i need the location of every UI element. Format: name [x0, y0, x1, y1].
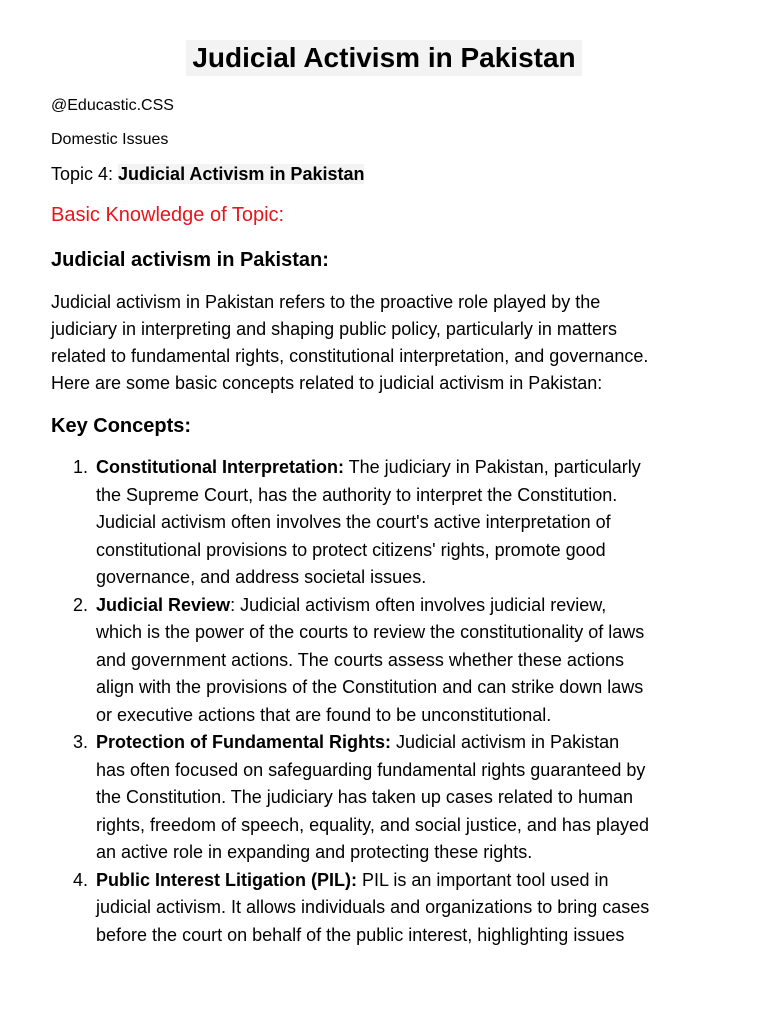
concept-item [51, 729, 731, 867]
concept-text-line: and government actions. The courts assess whether these actions [96, 649, 624, 670]
topic-name: Judicial Activism in Pakistan [118, 164, 365, 184]
concept-number: 3. [73, 732, 89, 752]
intro-line: related to fundamental rights, constitutional interpretation, and governance. [51, 346, 649, 366]
concept-item [51, 867, 731, 950]
concept-item [51, 454, 731, 592]
concept-term: Constitutional Interpretation: [96, 457, 344, 477]
concept-text-line: constitutional provisions to protect citizens' rights, promote good [96, 539, 606, 560]
title-container [0, 40, 768, 76]
concept-text-line: rights, freedom of speech, equality, and social justice, and has played [96, 814, 649, 835]
concept-text-line: before the court on behalf of the public interest, highlighting issues [96, 924, 625, 945]
concept-text-line: align with the provisions of the Constitution and can strike down laws [96, 677, 644, 697]
concept-number: 4. [73, 869, 89, 890]
concept-number: 1. [73, 457, 89, 477]
intro-paragraph [51, 289, 731, 397]
concept-text-line: which is the power of the courts to review the constitutionality of laws [96, 622, 645, 642]
basic-knowledge-heading: Basic Knowledge of Topic: [51, 204, 285, 226]
intro-line: Judicial activism in Pakistan refers to the proactive role played by the [51, 292, 601, 312]
intro-line: Here are some basic concepts related to judicial activism in Pakistan: [51, 373, 603, 393]
concept-text-line: : Judicial activism often involves judicial review, [230, 594, 607, 615]
concept-text-line: the Supreme Court, has the authority to interpret the Constitution. [96, 484, 618, 505]
subsection-heading: Judicial activism in Pakistan: [51, 249, 329, 271]
key-concepts-heading: Key Concepts: [51, 415, 192, 437]
concept-text-line: Judicial activism often involves the court's active interpretation of [96, 512, 611, 532]
concepts-list [51, 454, 731, 949]
author-handle: @Educastic.CSS [51, 97, 174, 114]
concept-text-line: has often focused on safeguarding fundamental rights guaranteed by [96, 759, 646, 780]
concept-text-line: an active role in expanding and protecting these rights. [96, 842, 533, 862]
concept-item [51, 592, 731, 730]
concept-term: Judicial Review [96, 594, 231, 615]
page-title: Judicial Activism in Pakistan [186, 40, 581, 76]
concept-text-line: PIL is an important tool used in [357, 869, 609, 890]
topic-prefix: Topic 4: [51, 164, 119, 184]
category-label: Domestic Issues [51, 131, 169, 148]
concept-text-line: the Constitution. The judiciary has taken up cases related to human [96, 787, 633, 807]
concept-term: Protection of Fundamental Rights: [96, 732, 391, 752]
concept-term: Public Interest Litigation (PIL): [96, 869, 357, 890]
concept-number: 2. [73, 594, 89, 615]
concept-text-line: or executive actions that are found to be unconstitutional. [96, 704, 552, 725]
concept-text-line: governance, and address societal issues. [96, 567, 427, 587]
concept-text-line: judicial activism. It allows individuals and organizations to bring cases [96, 897, 650, 917]
concept-text-line: The judiciary in Pakistan, particularly [343, 457, 641, 477]
intro-line: judiciary in interpreting and shaping public policy, particularly in matters [51, 319, 617, 339]
concept-text-line: Judicial activism in Pakistan [391, 732, 620, 752]
topic-line [51, 163, 364, 185]
